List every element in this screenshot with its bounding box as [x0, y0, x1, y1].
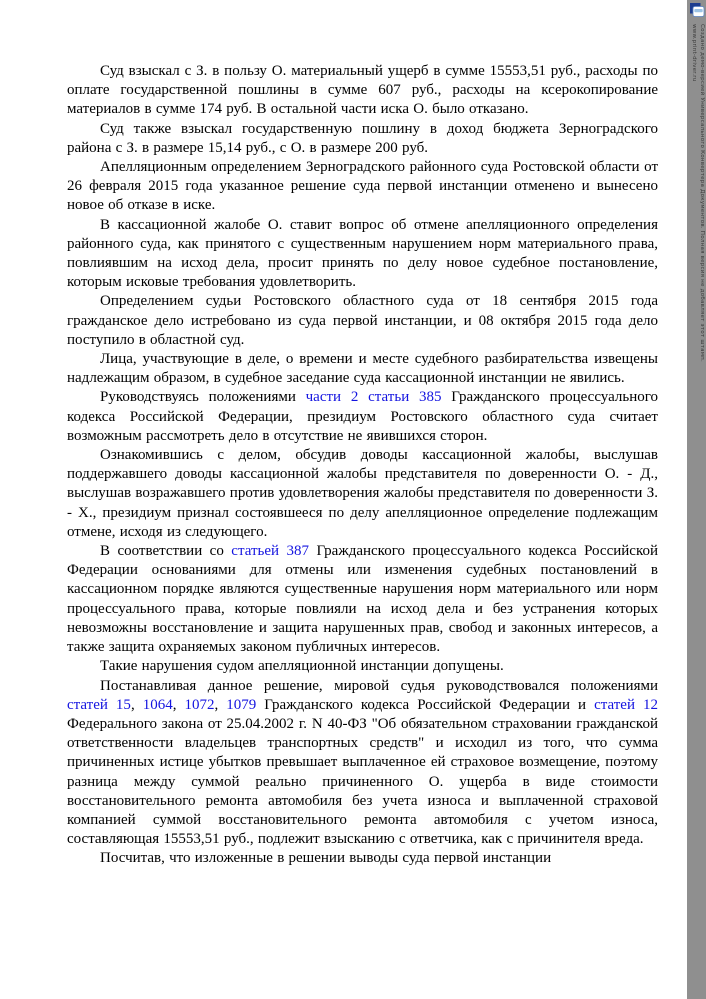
statute-link[interactable]: статьей 387: [231, 543, 309, 560]
statute-link[interactable]: 1072: [184, 696, 215, 713]
text-segment: Определением судьи Ростовского областного суда от 18 сентября 2015 года гражданское дело истребовано из суда первой инстанции, и 08 октября 2015 года дело поступило в областной суд.: [67, 293, 658, 348]
text-segment: Такие нарушения судом апелляционной инстанции допущены.: [100, 658, 504, 675]
document-text: [67, 62, 658, 869]
statute-link[interactable]: статей 12: [594, 696, 659, 713]
watermark-url-link[interactable]: www.print-driver.ru: [691, 24, 697, 82]
text-segment: Суд взыскал с З. в пользу О. материальный ущерб в сумме 15553,51 руб., расходы по оплате государственной пошлины в сумме 607 руб., расходы на ксерокопирование материалов в сумме 174 руб. В остальной части иска О. было отказано.: [67, 63, 658, 118]
text-segment: ,: [172, 696, 185, 713]
paragraph: [67, 158, 658, 216]
text-segment: В кассационной жалобе О. ставит вопрос об отмене апелляционного определения районного суда, как принятого с существенным нарушением норм материального права, повлиявшим на исход дела, просит принять по делу новое судебное постановление, которым исковые требования удовлетворить.: [67, 216, 658, 291]
watermark-stamp-text: Создано демо-версией Универсального Конвертера Документов. Полная версия не добавляет этот штамп.: [699, 24, 705, 362]
text-segment: ,: [214, 696, 227, 713]
text-segment: Руководствуясь положениями: [100, 389, 306, 406]
text-segment: Суд также взыскал государственную пошлину в доход бюджета Зерноградского района с З. в размере 15,14 руб., с О. в размере 200 руб.: [67, 120, 658, 156]
universal-document-converter-logo-icon: [689, 2, 705, 18]
paragraph: [67, 62, 658, 120]
paragraph: [67, 849, 658, 868]
paragraph: [67, 120, 658, 158]
paragraph: [67, 657, 658, 676]
statute-link[interactable]: части 2 статьи 385: [305, 389, 442, 406]
statute-link[interactable]: 1064: [142, 696, 173, 713]
text-segment: Федерального закона от 25.04.2002 г. N 40-ФЗ "Об обязательном страховании гражданской ответственности владельцев транспортных средств" и исходил из того, что сумма причиненных истице убытков превышает выплаченное ей страховое возмещение, поэтому разница между суммой реально причиненного О. ущерба в виде стоимости восстановительного ремонта автомобиля без учета износа и выплаченной страховой компанией суммой восстановительного ремонта автомобиля с учетом износа, составляющая 15553,51 руб., подлежит взысканию с ответчика, как с причинителя вреда.: [67, 715, 658, 848]
watermark-strip: [687, 0, 706, 999]
paragraph: [67, 446, 658, 542]
paragraph: [67, 388, 658, 446]
text-segment: Посчитав, что изложенные в решении выводы суда первой инстанции: [100, 850, 552, 867]
text-segment: В соответствии со: [100, 543, 232, 560]
paragraph: [67, 677, 658, 850]
paragraph: [67, 542, 658, 657]
text-segment: Гражданского кодекса Российской Федерации и: [256, 696, 595, 713]
statute-link[interactable]: статей 15: [67, 696, 131, 713]
paragraph: [67, 350, 658, 388]
text-segment: Гражданского процессуального кодекса Российской Федерации основаниями для отмены или изменения судебных постановлений в кассационном порядке являются существенные нарушения норм материального или норм процессуального права, которые повлияли на исход дела и без устранения которых невозможны восстановление и защита нарушенных прав, свобод и законных интересов, а также защита охраняемых законом публичных интересов.: [67, 543, 658, 656]
text-segment: ,: [130, 696, 143, 713]
text-segment: Лица, участвующие в деле, о времени и месте судебного разбирательства извещены надлежащим образом, в судебное заседание суда кассационной инстанции не явились.: [67, 351, 658, 387]
text-segment: Гражданского процессуального кодекса Российской Федерации, президиум Ростовского областного суда считает возможным рассмотреть дело в отсутствие не явившихся сторон.: [67, 389, 659, 444]
text-segment: Постанавливая данное решение, мировой судья руководствовался положениями: [100, 677, 658, 694]
paragraph: [67, 292, 658, 350]
text-segment: Ознакомившись с делом, обсудив доводы кассационной жалобы, выслушав поддержавшего доводы кассационной жалобы представителя по доверенности О. - Д., выслушав возражавшего против удовлетворения жалобы представителя по доверенности З. - Х., президиум признал состоявшееся по делу апелляционное определение подлежащим отмене, исходя из следующего.: [67, 447, 658, 540]
statute-link[interactable]: 1079: [226, 696, 257, 713]
text-segment: Апелляционным определением Зерноградского районного суда Ростовской области от 26 февраля 2015 года указанное решение суда первой инстанции отменено и вынесено новое об отказе в иске.: [67, 159, 658, 214]
paragraph: [67, 216, 658, 293]
